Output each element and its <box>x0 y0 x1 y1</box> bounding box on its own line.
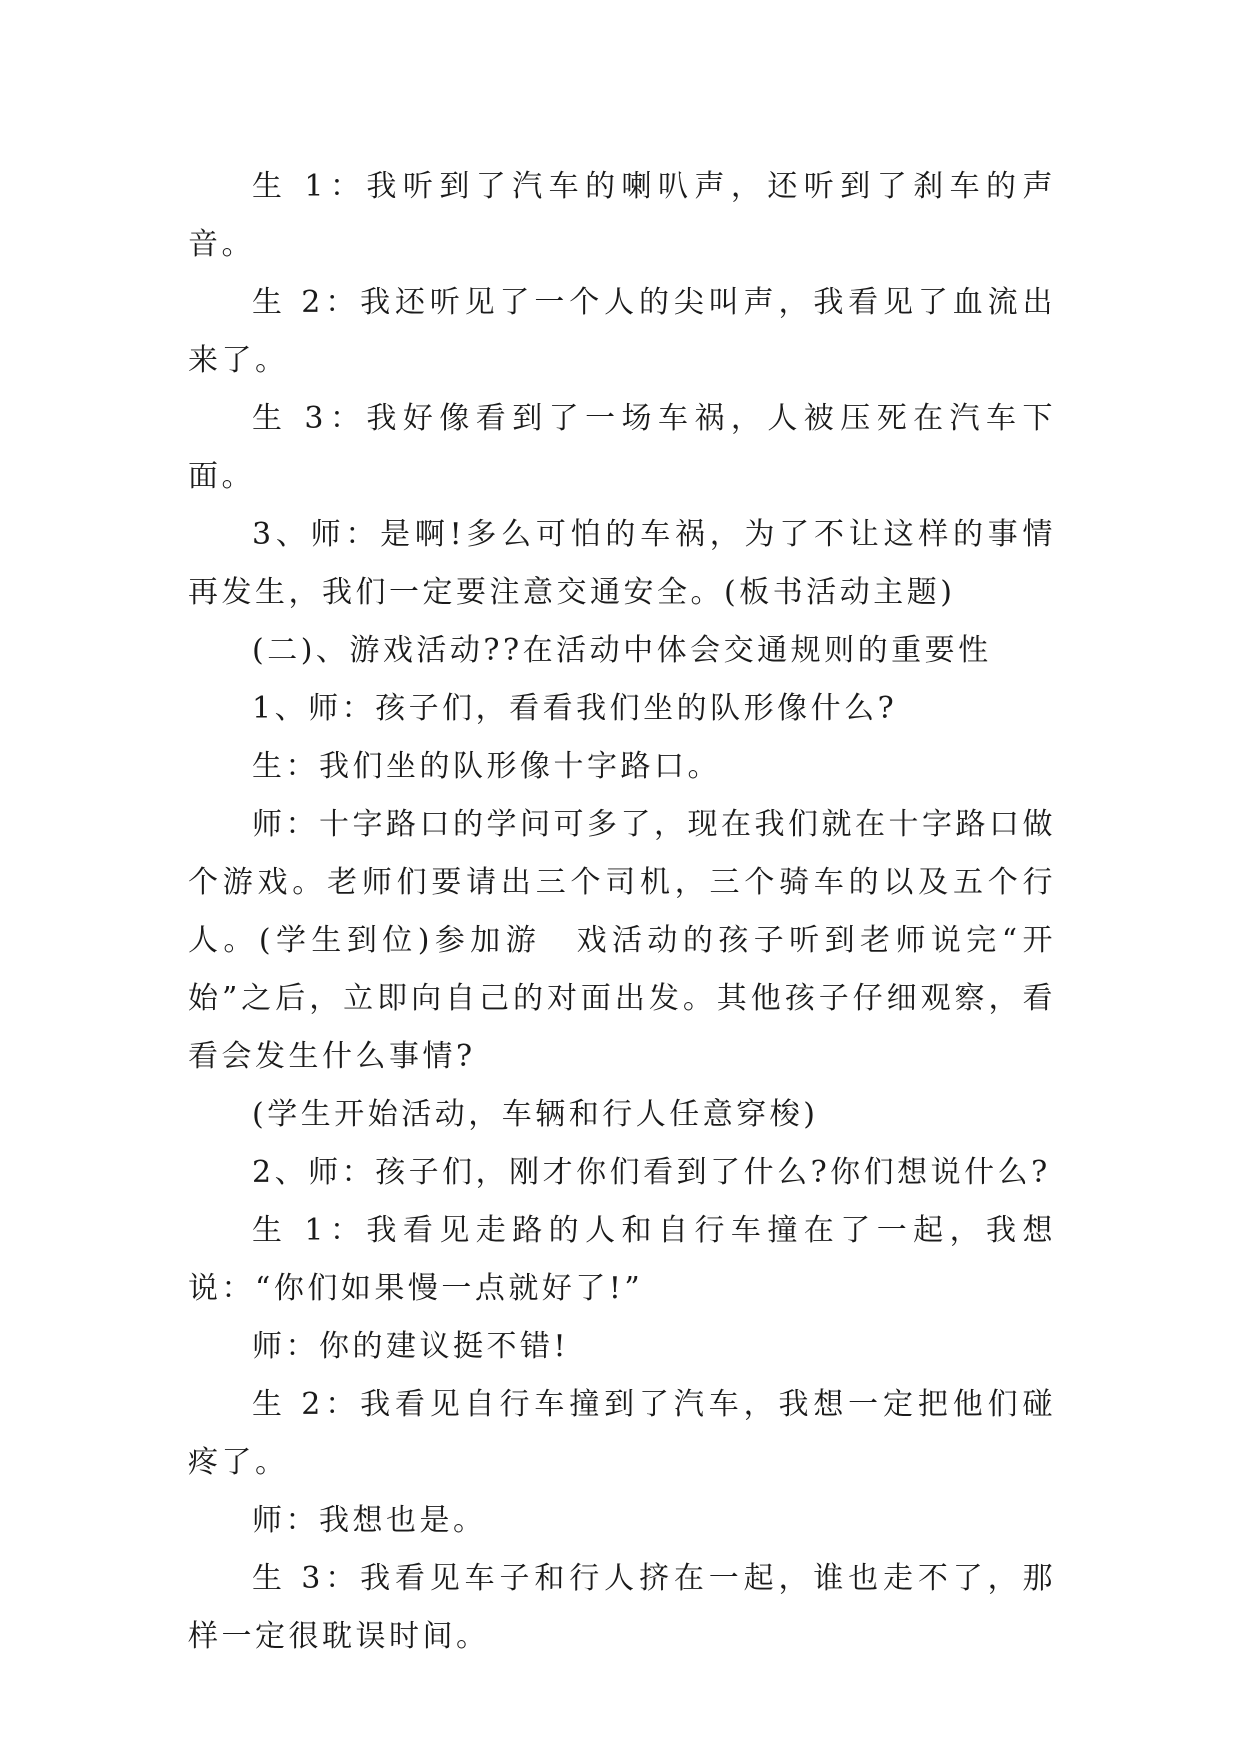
paragraph-teacher-agree: 师：我想也是。 <box>252 1503 487 1538</box>
paragraph-student2-heard-scream: 生 2：我还听见了一个人的尖叫声，我看见了血流出来了。 <box>188 285 1056 378</box>
paragraph-teacher-step3: 3、师：是啊!多么可怕的车祸，为了不让这样的事情再发生，我们一定要注意交通安全。(板书活动主题) <box>188 517 1056 610</box>
paragraph-student3-traffic-jam: 生 3：我看见车子和行人挤在一起，谁也走不了，那样一定很耽误时间。 <box>188 1561 1056 1654</box>
paragraph-teacher-step1: 1、师：孩子们，看看我们坐的队形像什么? <box>252 691 898 726</box>
paragraph-student-crossroad: 生：我们坐的队形像十字路口。 <box>252 749 721 784</box>
paragraph-student2-bike-car: 生 2：我看见自行车撞到了汽车，我想一定把他们碰疼了。 <box>188 1387 1056 1480</box>
document-body <box>188 158 1056 1666</box>
paragraph-teacher-step2: 2、师：孩子们，刚才你们看到了什么?你们想说什么? <box>252 1155 1051 1190</box>
paragraph-student1-heard-horn: 生 1：我听到了汽车的喇叭声，还听到了刹车的声音。 <box>188 169 1056 262</box>
paragraph-student1-collision: 生 1：我看见走路的人和自行车撞在了一起，我想说：“你们如果慢一点就好了!” <box>188 1213 1056 1306</box>
section-heading-game-activity: (二)、游戏活动??在活动中体会交通规则的重要性 <box>252 633 992 668</box>
paragraph-teacher-praise: 师：你的建议挺不错! <box>252 1329 570 1364</box>
paragraph-student3-saw-accident: 生 3：我好像看到了一场车祸，人被压死在汽车下面。 <box>188 401 1056 494</box>
paragraph-teacher-game-instructions: 师：十字路口的学问可多了，现在我们就在十字路口做个游戏。老师们要请出三个司机，三个骑车的以及五个行人。(学生到位)参加游 戏活动的孩子听到老师说完“开始”之后，立即向自己的对面出发。其他孩子仔细观察，看看会发生什么事情? <box>188 807 1056 1074</box>
paragraph-students-start-activity: (学生开始活动，车辆和行人任意穿梭) <box>252 1097 819 1132</box>
